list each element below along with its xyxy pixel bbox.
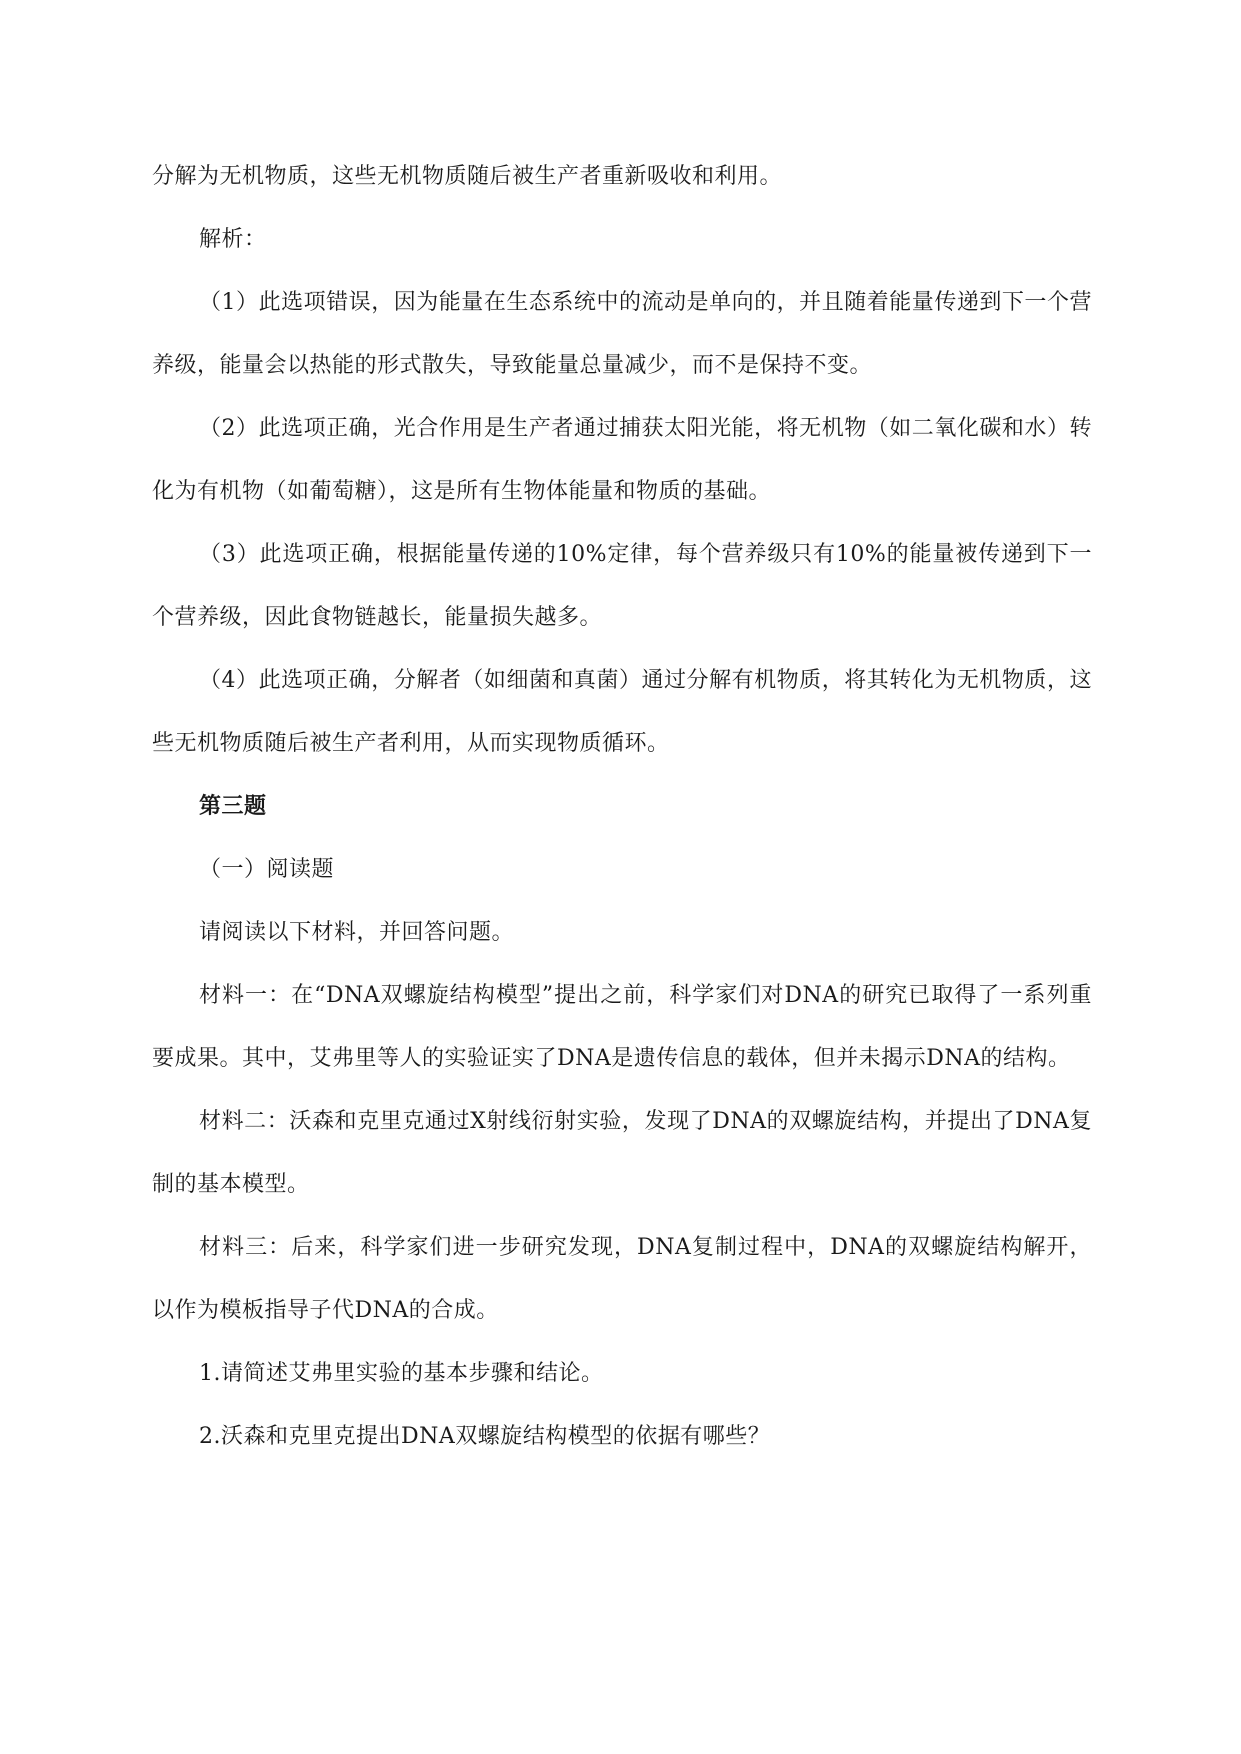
document-body — [152, 145, 1092, 1468]
question-one: 1.请简述艾弗里实验的基本步骤和结论。 — [199, 1361, 604, 1386]
analysis-item-2: （2）此选项正确，光合作用是生产者通过捕获太阳光能，将无机物（如二氧化碳和水）转化为有机物（如葡萄糖），这是所有生物体能量和物质的基础。 — [152, 416, 1092, 504]
question-two: 2.沃森和克里克提出DNA双螺旋结构模型的依据有哪些？ — [199, 1424, 771, 1449]
question-three-heading: 第三题 — [199, 794, 267, 819]
analysis-item-4: （4）此选项正确，分解者（如细菌和真菌）通过分解有机物质，将其转化为无机物质，这些无机物质随后被生产者利用，从而实现物质循环。 — [152, 668, 1092, 756]
material-one: 材料一：在“DNA双螺旋结构模型”提出之前，科学家们对DNA的研究已取得了一系列重要成果。其中，艾弗里等人的实验证实了DNA是遗传信息的载体，但并未揭示DNA的结构。 — [152, 983, 1092, 1071]
analysis-heading: 解析： — [199, 227, 267, 252]
reading-instruction: 请阅读以下材料，并回答问题。 — [199, 920, 515, 945]
material-two: 材料二：沃森和克里克通过X射线衍射实验，发现了DNA的双螺旋结构，并提出了DNA复制的基本模型。 — [152, 1109, 1092, 1197]
analysis-item-1: （1）此选项错误，因为能量在生态系统中的流动是单向的，并且随着能量传递到下一个营养级，能量会以热能的形式散失，导致能量总量减少，而不是保持不变。 — [152, 290, 1092, 378]
analysis-item-3: （3）此选项正确，根据能量传递的10%定律，每个营养级只有10%的能量被传递到下一个营养级，因此食物链越长，能量损失越多。 — [152, 542, 1092, 630]
paragraph-continuation: 分解为无机物质，这些无机物质随后被生产者重新吸收和利用。 — [152, 164, 783, 189]
reading-section-heading: （一）阅读题 — [199, 857, 335, 882]
material-three: 材料三：后来，科学家们进一步研究发现，DNA复制过程中，DNA的双螺旋结构解开，以作为模板指导子代DNA的合成。 — [152, 1235, 1092, 1323]
